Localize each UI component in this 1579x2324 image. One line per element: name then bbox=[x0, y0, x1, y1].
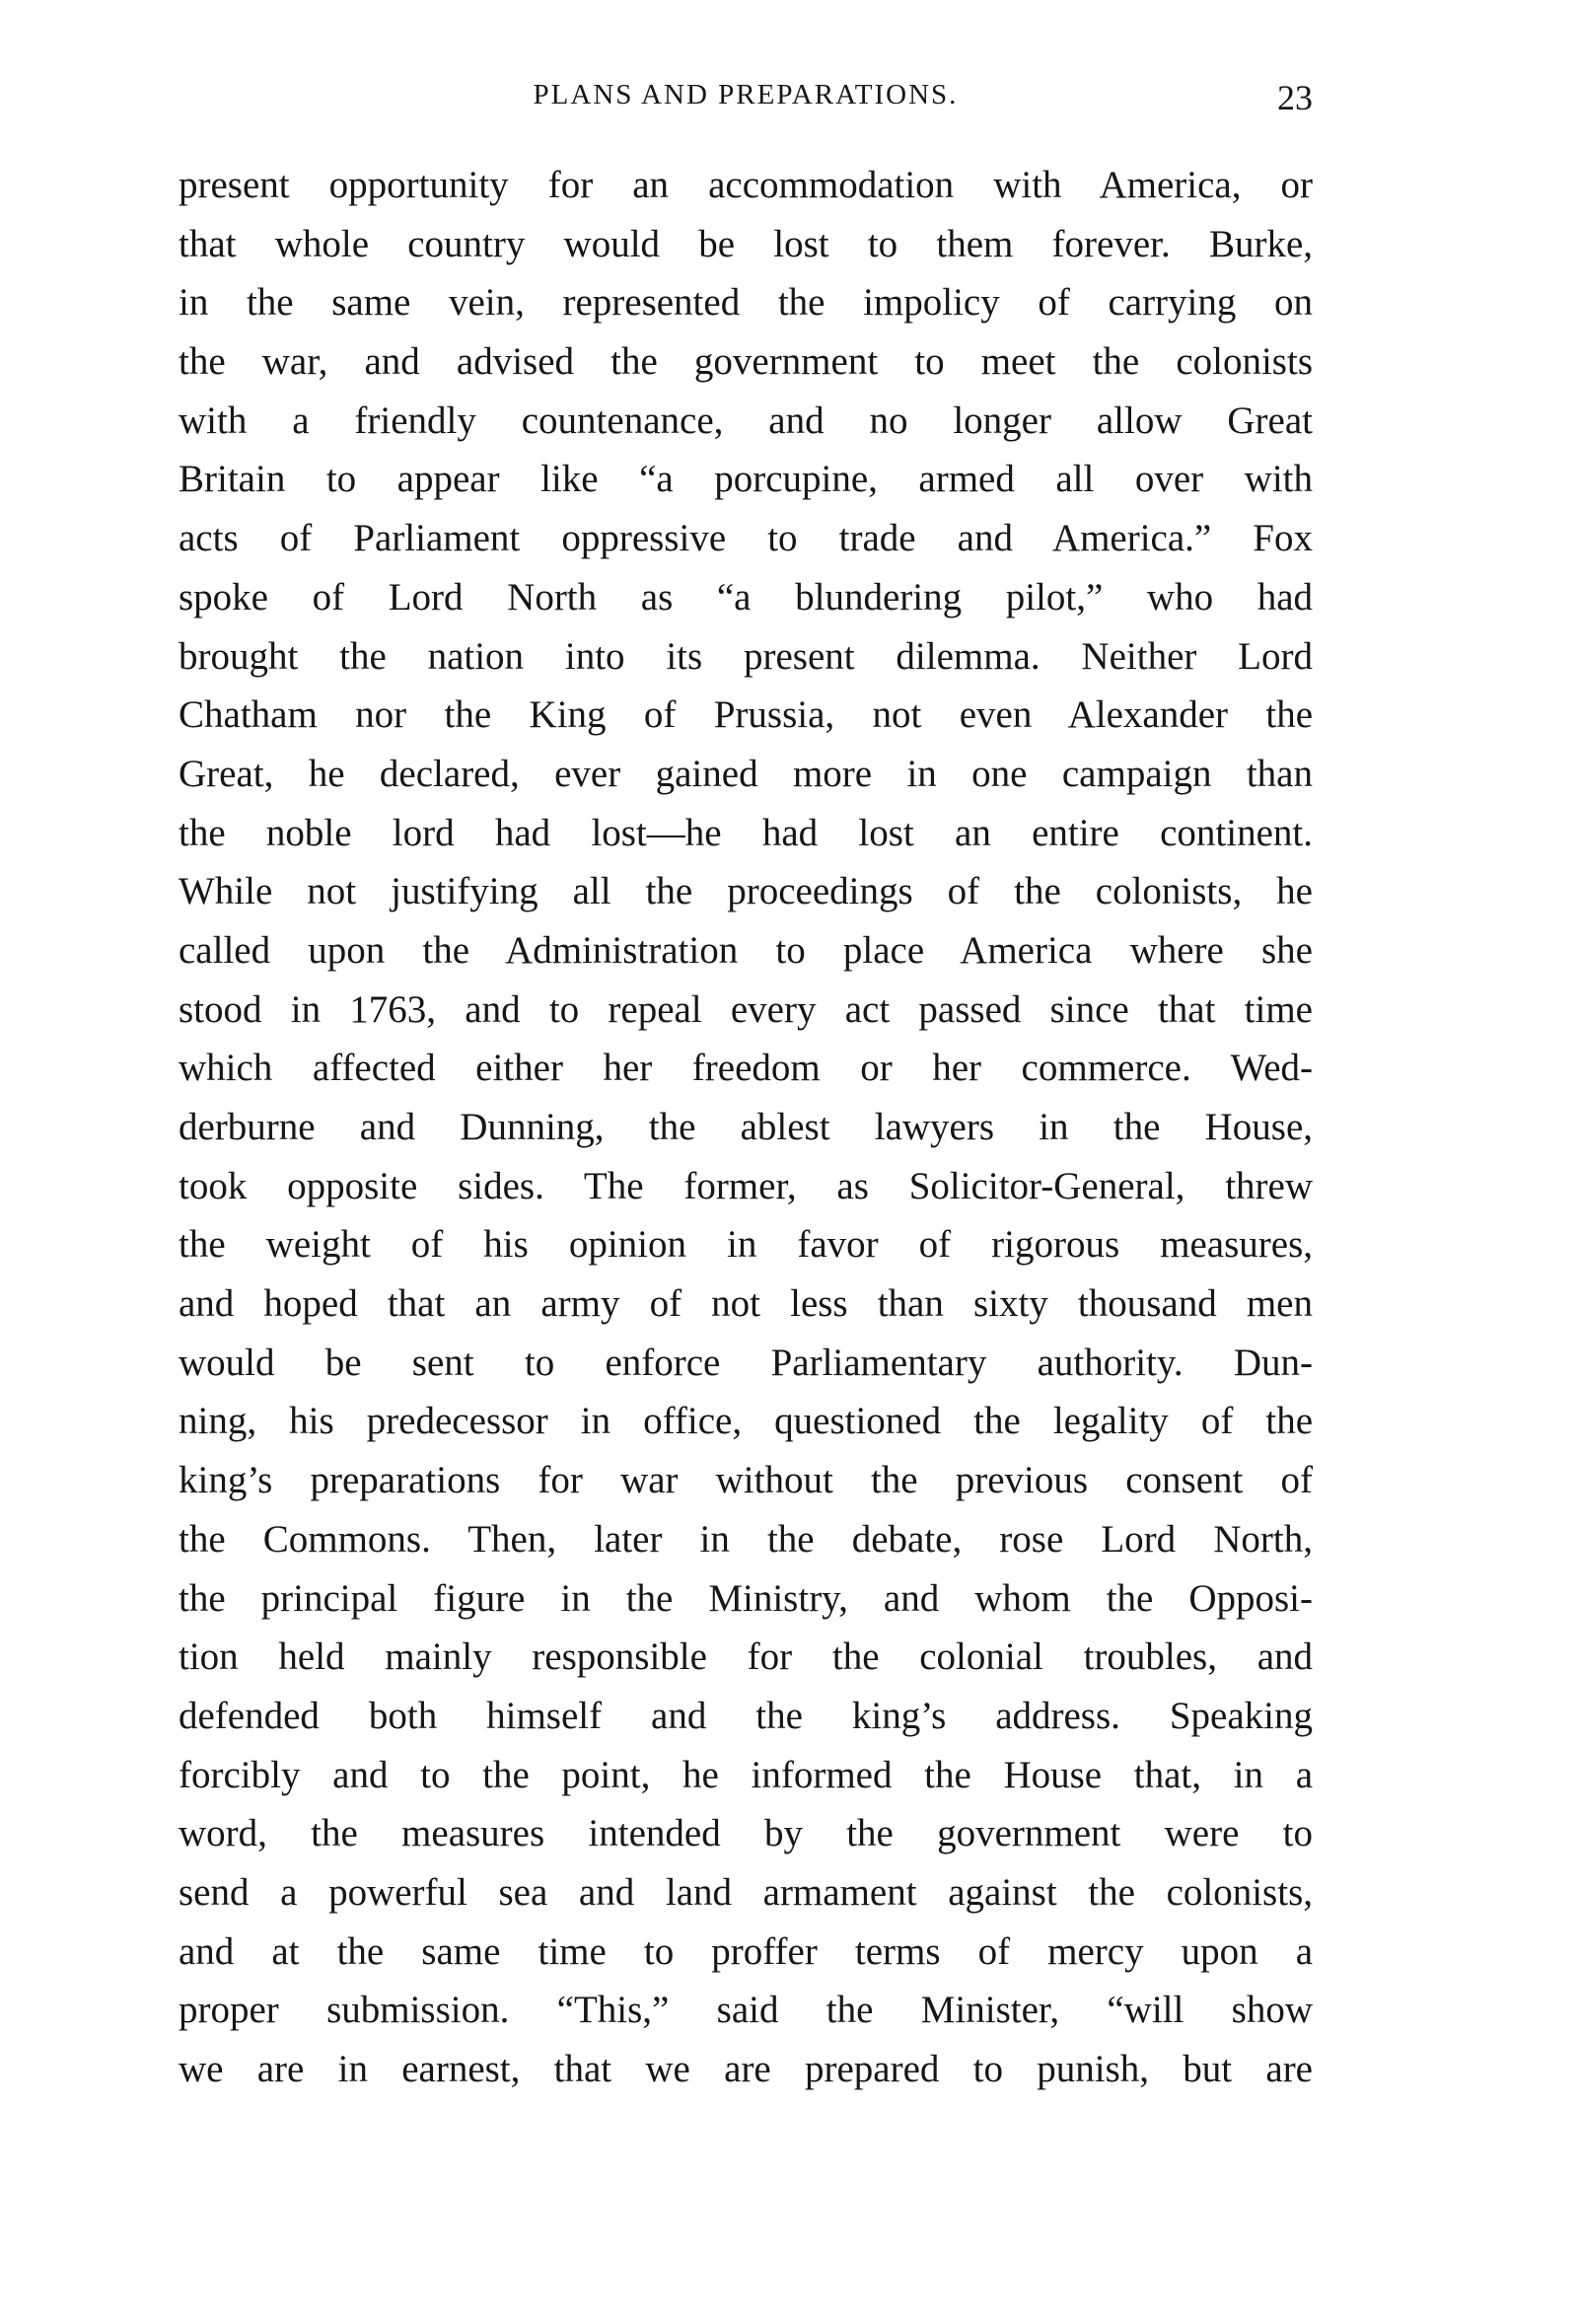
text-line: send a powerful sea and land armament against the colonists, bbox=[179, 1870, 1313, 1914]
body-text bbox=[179, 156, 1313, 2099]
text-line: stood in 1763, and to repeal every act passed since that time bbox=[179, 987, 1313, 1031]
text-line: would be sent to enforce Parliamentary authority. Dun- bbox=[179, 1341, 1313, 1384]
text-line: the noble lord had lost—he had lost an entire continent. bbox=[179, 811, 1313, 854]
text-line: the principal figure in the Ministry, and whom the Opposi- bbox=[179, 1576, 1313, 1620]
text-line: word, the measures intended by the government were to bbox=[179, 1812, 1313, 1855]
text-line: the war, and advised the government to meet the colonists bbox=[179, 340, 1313, 384]
text-line: proper submission. “This,” said the Minister, “will show bbox=[179, 1989, 1313, 2032]
text-line: brought the nation into its present dilemma. Neither Lord bbox=[179, 634, 1313, 678]
text-line: the weight of his opinion in favor of rigorous measures, bbox=[179, 1223, 1313, 1267]
text-line: king’s preparations for war without the previous consent of bbox=[179, 1459, 1313, 1502]
text-line: Great, he declared, ever gained more in one campaign than bbox=[179, 752, 1313, 795]
text-line: we are in earnest, that we are prepared to punish, but are bbox=[179, 2048, 1313, 2090]
text-line: with a friendly countenance, and no longer allow Great bbox=[179, 399, 1313, 442]
text-line: in the same vein, represented the impolicy of carrying on bbox=[179, 281, 1313, 325]
text-line: While not justifying all the proceedings of the colonists, he bbox=[179, 870, 1313, 913]
text-line: spoke of Lord North as “a blundering pilot,” who had bbox=[179, 575, 1313, 618]
page-number: 23 bbox=[1277, 78, 1313, 117]
text-line: and at the same time to proffer terms of mercy upon a bbox=[179, 1929, 1313, 1973]
text-line: forcibly and to the point, he informed the House that, in a bbox=[179, 1753, 1313, 1796]
text-line: called upon the Administration to place America where she bbox=[179, 928, 1313, 972]
text-line: Chatham nor the King of Prussia, not even Alexander the bbox=[179, 693, 1313, 737]
text-line: the Commons. Then, later in the debate, rose Lord North, bbox=[179, 1517, 1313, 1561]
text-line: derburne and Dunning, the ablest lawyers in the House, bbox=[179, 1106, 1313, 1148]
text-line: defended both himself and the king’s address. Speaking bbox=[179, 1694, 1313, 1737]
text-line: Britain to appear like “a porcupine, armed all over with bbox=[179, 458, 1313, 501]
text-line: ning, his predecessor in office, questioned the legality of the bbox=[179, 1400, 1313, 1443]
running-title: PLANS AND PREPARATIONS. bbox=[533, 79, 959, 110]
text-line: and hoped that an army of not less than sixty thousand men bbox=[179, 1282, 1313, 1326]
text-line: present opportunity for an accommodation with America, or bbox=[179, 164, 1313, 206]
text-line: acts of Parliament oppressive to trade and America.” Fox bbox=[179, 517, 1313, 560]
text-line: which affected either her freedom or her commerce. Wed- bbox=[179, 1047, 1313, 1090]
page-header bbox=[179, 79, 1313, 128]
text-line: tion held mainly responsible for the colonial troubles, and bbox=[179, 1635, 1313, 1679]
text-line: took opposite sides. The former, as Solicitor-General, threw bbox=[179, 1164, 1313, 1207]
text-line: that whole country would be lost to them forever. Burke, bbox=[179, 222, 1313, 265]
